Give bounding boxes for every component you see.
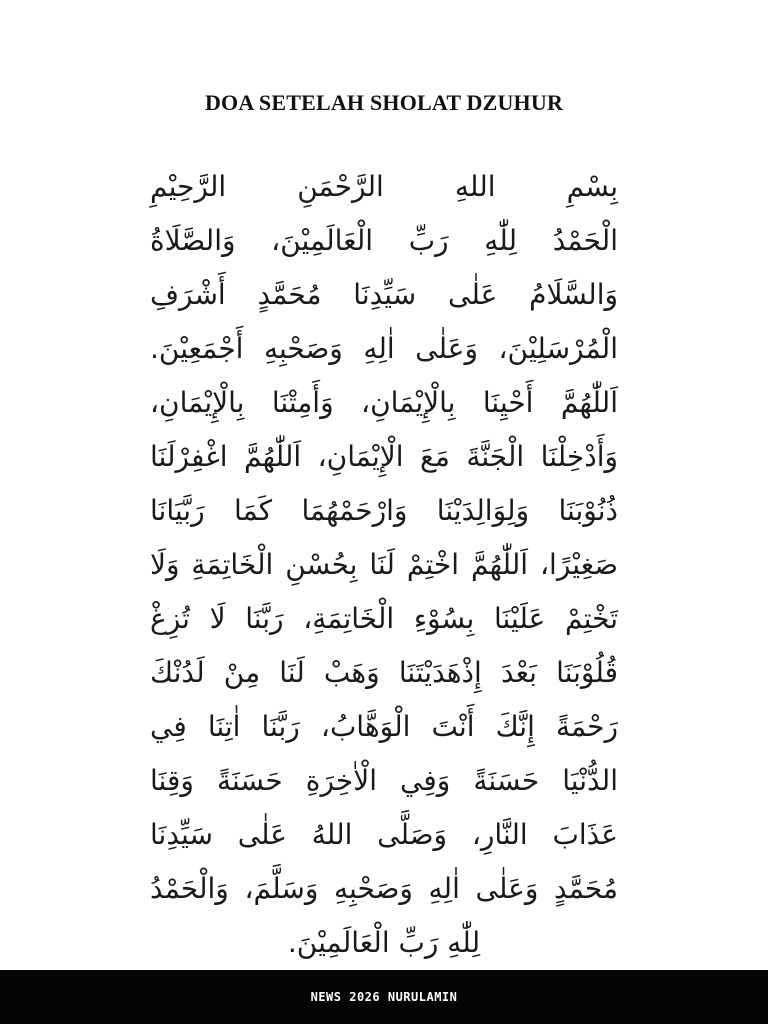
prayer-line: قُلُوْبَنَا بَعْدَ إِذْهَدَيْتَنَا وَهَبْ لَنَا مِنْ لَدُنْكَ	[150, 656, 618, 689]
footer-banner	[0, 970, 768, 1024]
footer-watermark-text: NEWS 2026 NURULAMIN	[310, 990, 458, 1004]
prayer-line: الْحَمْدُ لِلّٰهِ رَبِّ الْعَالَمِيْنَ، وَالصَّلَاةُ	[150, 224, 618, 257]
prayer-text	[150, 160, 618, 970]
prayer-line: مُحَمَّدٍ وَعَلٰى اٰلِهِ وَصَحْبِهِ وَسَلَّمَ، وَالْحَمْدُ	[150, 872, 618, 905]
prayer-line: وَالسَّلَامُ عَلٰى سَيِّدِنَا مُحَمَّدٍ أَشْرَفِ	[150, 278, 618, 311]
prayer-line: عَذَابَ النَّارِ، وَصَلَّى اللهُ عَلٰى سَيِّدِنَا	[150, 818, 618, 851]
prayer-line-basmalah: بِسْمِ اللهِ الرَّحْمَنِ الرَّحِيْمِ	[150, 170, 618, 203]
page-title: DOA SETELAH SHOLAT DZUHUR	[204, 90, 564, 115]
prayer-line: وَأَدْخِلْنَا الْجَنَّةَ مَعَ الْإِيْمَانِ، اَللّٰهُمَّ اغْفِرْلَنَا	[150, 440, 618, 473]
prayer-line: الْمُرْسَلِيْنَ، وَعَلٰى اٰلِهِ وَصَحْبِهِ أَجْمَعِيْنَ.	[150, 332, 618, 365]
prayer-line-closing: لِلّٰهِ رَبِّ الْعَالَمِيْنَ.	[287, 926, 481, 959]
prayer-line: رَحْمَةً إِنَّكَ أَنْتَ الْوَهَّابُ، رَبَّنَا اٰتِنَا فِي	[150, 710, 618, 743]
prayer-line: ذُنُوْبَنَا وَلِوَالِدَيْنَا وَارْحَمْهُمَا كَمَا رَبَّيَانَا	[150, 494, 618, 527]
prayer-line: صَغِيْرًا، اَللّٰهُمَّ اخْتِمْ لَنَا بِحُسْنِ الْخَاتِمَةِ وَلَا	[150, 548, 618, 581]
prayer-line: تَخْتِمْ عَلَيْنَا بِسُوْءِ الْخَاتِمَةِ، رَبَّنَا لَا تُزِغْ	[150, 602, 618, 635]
prayer-line: اَللّٰهُمَّ أَحْيِنَا بِالْإِيْمَانِ، وَأَمِتْنَا بِالْإِيْمَانِ،	[150, 386, 618, 419]
prayer-line: الدُّنْيَا حَسَنَةً وَفِي الْاٰخِرَةِ حَسَنَةً وَقِنَا	[150, 764, 618, 797]
